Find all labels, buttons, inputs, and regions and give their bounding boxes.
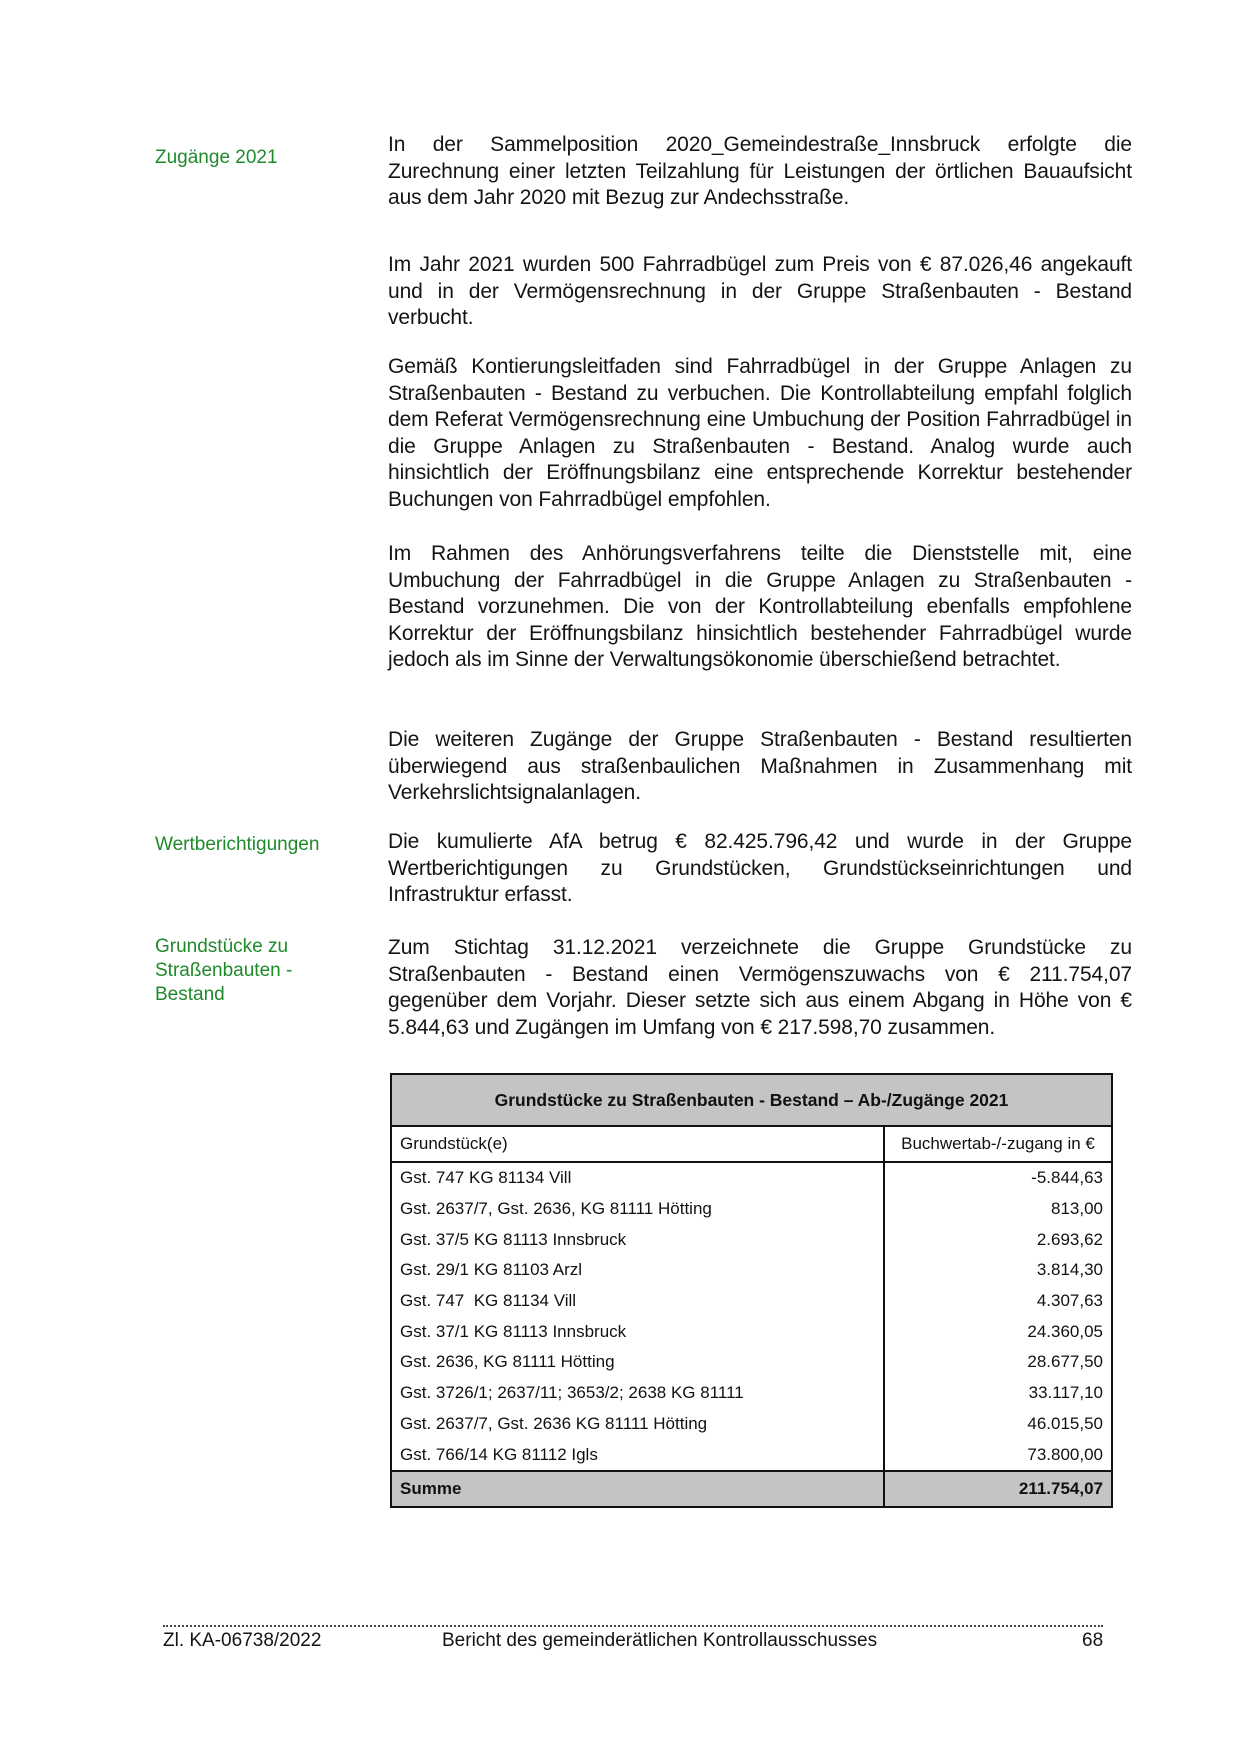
amount-cell: 73.800,00 (884, 1439, 1112, 1471)
amount-cell: 3.814,30 (884, 1255, 1112, 1286)
parcel-cell: Gst. 2636, KG 81111 Hötting (400, 1352, 615, 1372)
paragraph: Die kumulierte AfA betrug € 82.425.796,42 und wurde in der Gruppe Wertberichtigungen zu Grundstücken, Grundstückseinrichtungen und Infrastruktur erfasst. (388, 830, 1132, 906)
paragraph: Die weiteren Zugänge der Gruppe Straßenbauten - Bestand resultierten überwiegend aus straßenbaulichen Maßnahmen in Zusammenhang mit Verkehrslichtsignalanlagen. (388, 728, 1132, 804)
table-row (391, 1439, 1112, 1471)
amount-cell: 813,00 (884, 1194, 1112, 1225)
footer-divider (163, 1625, 1103, 1627)
column-header: Grundstück(e) (391, 1126, 884, 1162)
paragraph: Im Rahmen des Anhörungsverfahrens teilte die Dienststelle mit, eine Umbuchung der Fahrradbügel in die Gruppe Anlagen zu Straßenbauten - Bestand vorzunehmen. Die von der Kontrollabteilung ebenfalls empfohlene Korrektur der Eröffnungsbilanz hinsichtlich bestehender Fahrradbügel wurde jedoch als im Sinne der Verwaltungsökonomie überschießend betrachtet. (388, 542, 1132, 671)
amount-cell: 4.307,63 (884, 1286, 1112, 1317)
paragraph: Zum Stichtag 31.12.2021 verzeichnete die Gruppe Grundstücke zu Straßenbauten - Bestand einen Vermögenszuwachs von € 211.754,07 gegenüber dem Vorjahr. Dieser setzte sich aus einem Abgang in Höhe von € 5.844,63 und Zugängen im Umfang von € 217.598,70 zusammen. (388, 936, 1132, 1039)
table-total-row (391, 1471, 1112, 1507)
grundstuecke-table (390, 1073, 1113, 1508)
paragraph: In der Sammelposition 2020_Gemeindestraße_Innsbruck erfolgte die Zurechnung einer letzten Teilzahlung für Leistungen der örtlichen Bauaufsicht aus dem Jahr 2020 mit Bezug zur Andechsstraße. (388, 133, 1132, 209)
parcel-cell: Gst. 747 KG 81134 Vill (400, 1291, 577, 1311)
table-row (391, 1378, 1112, 1409)
amount-cell: 2.693,62 (884, 1224, 1112, 1255)
table-row (391, 1286, 1112, 1317)
parcel-cell: Gst. 2637/7, Gst. 2636, KG 81111 Hötting (400, 1199, 712, 1219)
table-row (391, 1194, 1112, 1225)
parcel-cell: Gst. 29/1 KG 81103 Arzl (400, 1260, 583, 1280)
footer-reference: Zl. KA-06738/2022 (163, 1630, 322, 1651)
total-amount: 211.754,07 (884, 1471, 1112, 1507)
table-row (391, 1224, 1112, 1255)
amount-cell: 24.360,05 (884, 1316, 1112, 1347)
side-label-grundstuecke: Grundstücke zu Straßenbauten - Bestand (155, 936, 293, 1005)
parcel-cell: Gst. 3726/1; 2637/11; 3653/2; 2638 KG 81111 (400, 1383, 744, 1403)
table-row (391, 1255, 1112, 1286)
amount-cell: -5.844,63 (884, 1162, 1112, 1194)
paragraph: Gemäß Kontierungsleitfaden sind Fahrradbügel in der Gruppe Anlagen zu Straßenbauten - Bestand zu verbuchen. Die Kontrollabteilung empfahl folglich dem Referat Vermögensrechnung eine Umbuchung der Position Fahrradbügel in die Gruppe Anlagen zu Straßenbauten - Bestand. Analog wurde auch hinsichtlich der Eröffnungsbilanz eine entsprechende Korrektur bestehender Buchungen von Fahrradbügel empfohlen. (388, 355, 1132, 511)
page-number: 68 (1082, 1630, 1104, 1651)
column-header: Buchwertab-/-zugang in € (884, 1126, 1112, 1162)
footer-title: Bericht des gemeinderätlichen Kontrollausschusses (442, 1630, 878, 1651)
total-label: Summe (391, 1471, 884, 1507)
table-title: Grundstücke zu Straßenbauten - Bestand – Ab-/Zugänge 2021 (391, 1074, 1112, 1126)
table-row (391, 1409, 1112, 1440)
paragraph: Im Jahr 2021 wurden 500 Fahrradbügel zum Preis von € 87.026,46 angekauft und in der Vermögensrechnung in der Gruppe Straßenbauten - Bestand verbucht. (388, 253, 1132, 329)
table-row (391, 1347, 1112, 1378)
table-row (391, 1316, 1112, 1347)
parcel-cell: Gst. 747 KG 81134 Vill (400, 1168, 572, 1188)
table-row (391, 1162, 1112, 1194)
parcel-cell: Gst. 766/14 KG 81112 Igls (400, 1444, 598, 1464)
side-label-wertberichtigungen: Wertberichtigungen (155, 834, 320, 855)
table-header-row (391, 1126, 1112, 1162)
side-label-zugaenge: Zugänge 2021 (155, 147, 278, 168)
parcel-cell: Gst. 2637/7, Gst. 2636 KG 81111 Hötting (400, 1413, 708, 1433)
parcel-cell: Gst. 37/1 KG 81113 Innsbruck (400, 1321, 627, 1341)
amount-cell: 28.677,50 (884, 1347, 1112, 1378)
amount-cell: 46.015,50 (884, 1409, 1112, 1440)
parcel-cell: Gst. 37/5 KG 81113 Innsbruck (400, 1229, 627, 1249)
amount-cell: 33.117,10 (884, 1378, 1112, 1409)
